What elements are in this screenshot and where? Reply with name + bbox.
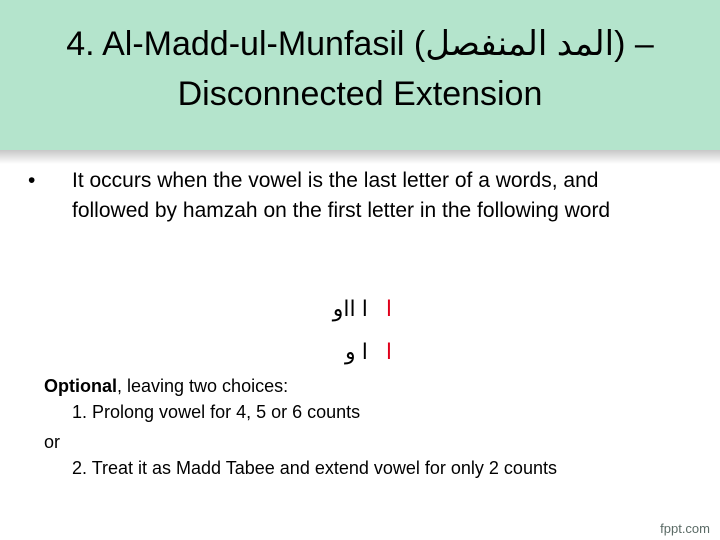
title-banner — [0, 0, 720, 150]
choice-2: 2. Treat it as Madd Tabee and extend vowel for only 2 counts — [72, 458, 557, 478]
optional-line — [44, 374, 288, 398]
arabic-example-1-text: ا ااو — [332, 296, 368, 321]
optional-label: Optional — [44, 376, 117, 396]
slide-title-line2: Disconnected Extension — [177, 75, 543, 113]
arabic-example-1 — [333, 295, 392, 323]
watermark: fppt.com — [660, 521, 710, 536]
bullet-point — [28, 166, 668, 226]
bullet-icon: • — [28, 169, 36, 192]
arabic-example-1-highlight: ا — [385, 296, 392, 321]
choice-1: 1. Prolong vowel for 4, 5 or 6 counts — [72, 402, 361, 422]
bullet-text: It occurs when the vowel is the last letter of a words, and followed by hamzah on the first letter in the following word — [72, 169, 611, 222]
banner-shadow — [0, 150, 720, 164]
arabic-example-2 — [345, 338, 392, 366]
slide-title-line1: 4. Al-Madd-ul-Munfasil (المد المنفصل) – — [66, 25, 654, 63]
or-label: or — [44, 432, 61, 452]
arabic-example-2-highlight: ا — [385, 339, 392, 364]
arabic-example-2-text: ا و — [345, 339, 368, 364]
optional-description: , leaving two choices: — [117, 376, 289, 396]
